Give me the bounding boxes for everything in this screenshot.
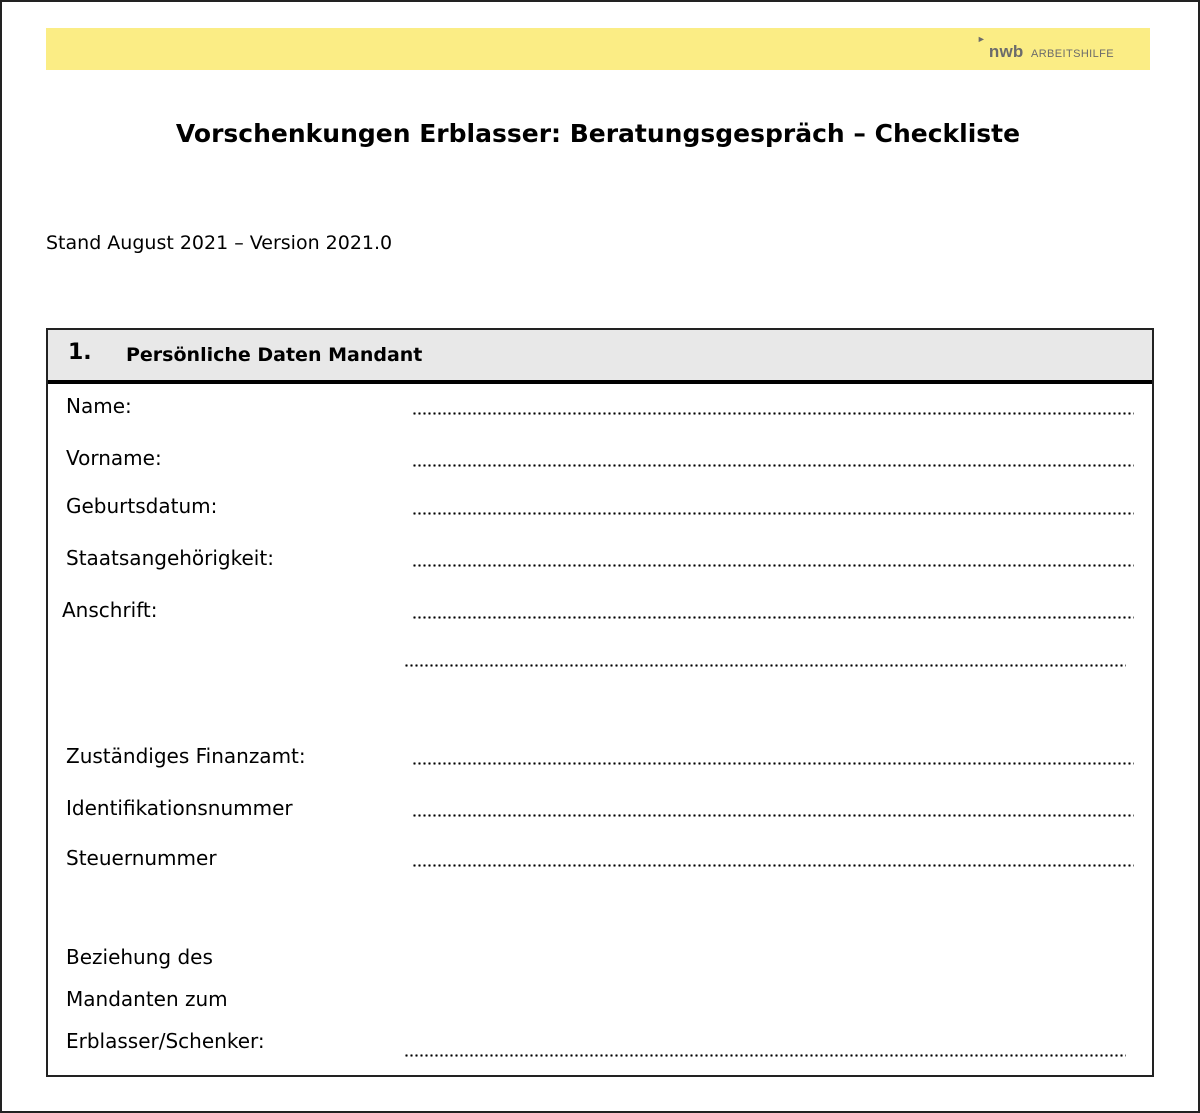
label-staatsangehoerigkeit: Staatsangehörigkeit:	[66, 546, 274, 570]
label-identifikationsnummer: Identifikationsnummer	[66, 796, 293, 820]
label-name: Name:	[66, 394, 132, 418]
label-beziehung	[66, 936, 265, 1062]
nwb-logo	[976, 34, 1114, 62]
brand-header-bar	[46, 28, 1150, 70]
label-steuernummer: Steuernummer	[66, 846, 217, 870]
fill-line-beziehung[interactable]	[404, 1054, 1126, 1057]
fill-line-staatsangehoerigkeit[interactable]	[412, 564, 1134, 567]
label-beziehung-line-2: Mandanten zum	[66, 987, 228, 1011]
label-vorname: Vorname:	[66, 446, 162, 470]
section-number: 1.	[68, 340, 92, 365]
label-beziehung-line-1: Beziehung des	[66, 945, 213, 969]
document-version: Stand August 2021 – Version 2021.0	[46, 232, 393, 254]
section-personal-data	[46, 328, 1154, 1077]
label-finanzamt: Zuständiges Finanzamt:	[66, 744, 306, 768]
fill-line-vorname[interactable]	[412, 464, 1134, 467]
label-beziehung-line-3: Erblasser/Schenker:	[66, 1029, 265, 1053]
fill-line-anschrift-2[interactable]	[404, 664, 1126, 667]
fill-line-finanzamt[interactable]	[412, 762, 1134, 765]
document-title: Vorschenkungen Erblasser: Beratungsgespräch – Checkliste	[175, 119, 1021, 148]
label-geburtsdatum: Geburtsdatum:	[66, 494, 218, 518]
play-arrow-icon: ►	[976, 34, 986, 44]
section-header	[48, 330, 1152, 384]
brand-subtitle: ARBEITSHILFE	[1030, 48, 1114, 60]
fill-line-anschrift-1[interactable]	[412, 616, 1134, 619]
fill-line-steuernummer[interactable]	[412, 864, 1134, 867]
fill-line-geburtsdatum[interactable]	[412, 512, 1134, 515]
section-title: Persönliche Daten Mandant	[126, 344, 423, 366]
fill-line-name[interactable]	[412, 412, 1134, 415]
brand-name: nwb	[988, 42, 1024, 61]
fill-line-identifikationsnummer[interactable]	[412, 814, 1134, 817]
label-anschrift: Anschrift:	[62, 598, 158, 622]
